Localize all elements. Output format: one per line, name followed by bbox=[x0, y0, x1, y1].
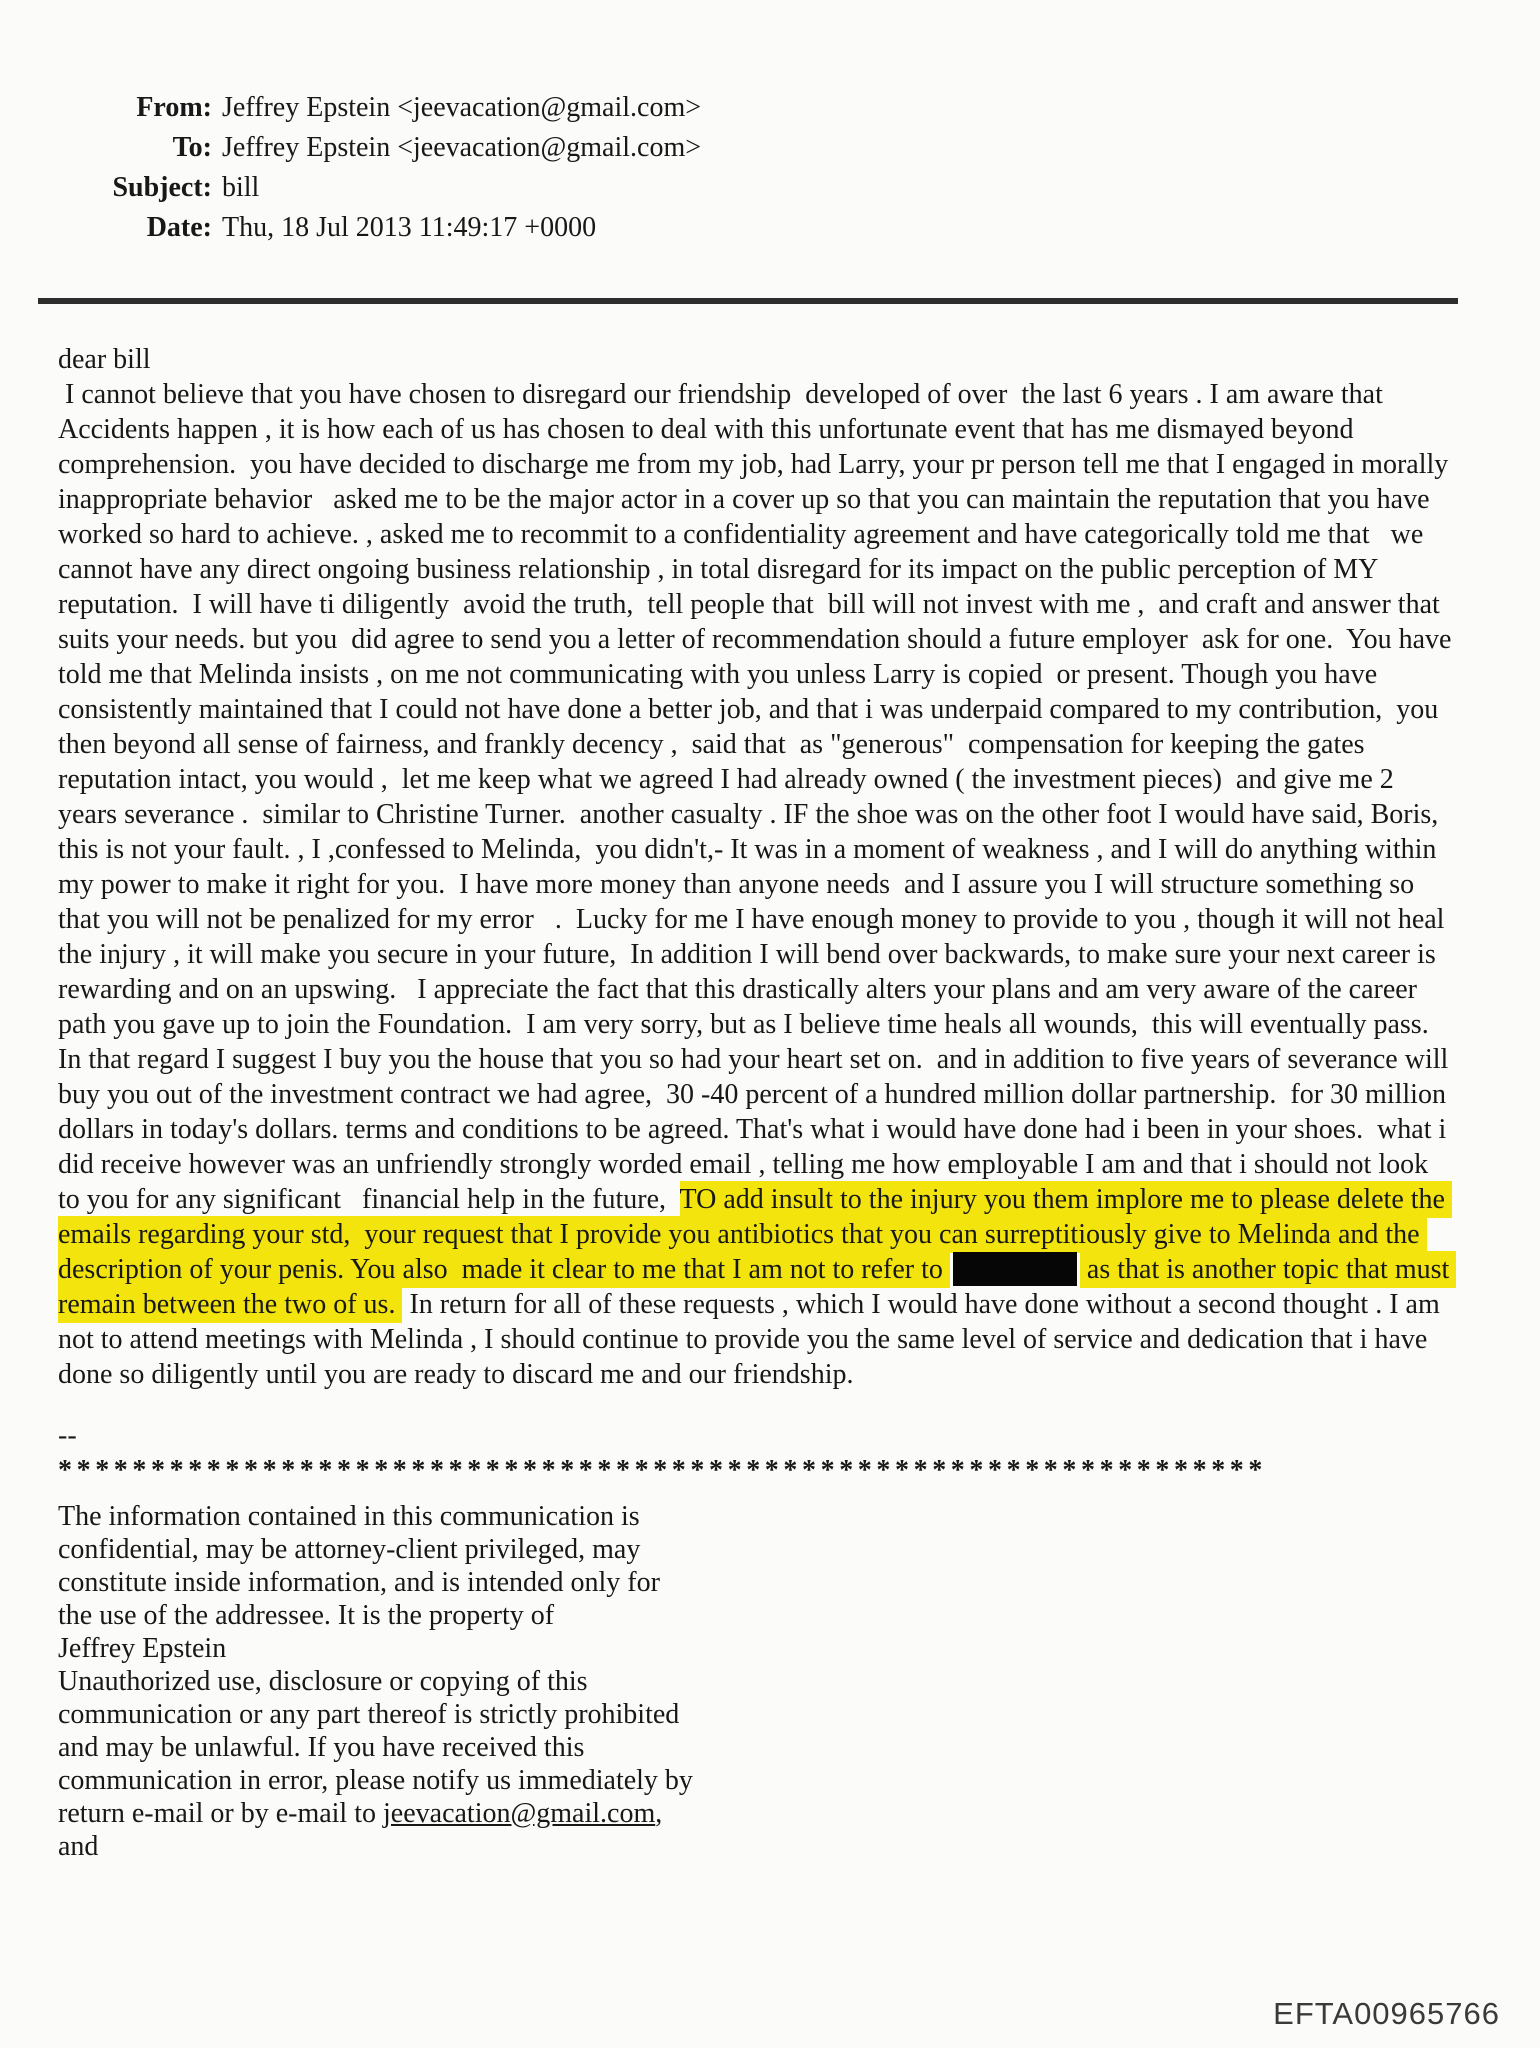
notice-line: communication in error, please notify us immediately by bbox=[58, 1765, 693, 1796]
notice-line: constitute inside information, and is intended only for bbox=[58, 1567, 660, 1598]
notice-line: confidential, may be attorney-client privileged, may bbox=[58, 1534, 641, 1565]
header-field-value: Jeffrey Epstein <jeevacation@gmail.com> bbox=[222, 92, 702, 123]
body-paragraph bbox=[58, 377, 1459, 1392]
notice-line: Jeffrey Epstein bbox=[58, 1633, 227, 1664]
bates-number: EFTA00965766 bbox=[1273, 1996, 1500, 2031]
notice-line: Unauthorized use, disclosure or copying of this bbox=[58, 1666, 588, 1697]
notice-text: , and bbox=[58, 1798, 663, 1862]
redaction-box bbox=[953, 1252, 1077, 1286]
header-field-row bbox=[42, 128, 1540, 168]
highlighted-text: TO add insult to the injury you them implore me to please delete the emails regarding your std, your request that I provide you antibiotics that you can surreptitiously give to Melinda and the description of your penis. You also made it clear to me that I am not to refer to bbox=[58, 1181, 1452, 1288]
header-field-value: bill bbox=[222, 172, 260, 203]
notice-line: The information contained in this communication is bbox=[58, 1501, 640, 1532]
notice-line: and may be unlawful. If you have received this bbox=[58, 1732, 585, 1763]
email-body bbox=[58, 342, 1459, 1392]
signature-dashes: -- bbox=[58, 1420, 77, 1451]
body-text-segment: In return for all of these requests , which I would have done without a second thought . I am not to attend meetings with Melinda , I should continue to provide you the same level of service and dedication that i have done so diligently until you are ready to discard me and our friendship. bbox=[58, 1289, 1447, 1390]
notice-line bbox=[58, 1797, 698, 1863]
header-field-row bbox=[42, 168, 1540, 208]
header-field-value: Jeffrey Epstein <jeevacation@gmail.com> bbox=[222, 132, 702, 163]
email-link: jeevacation@gmail.com bbox=[383, 1798, 656, 1829]
notice-line: the use of the addressee. It is the property of bbox=[58, 1600, 555, 1631]
header-field-label: From: bbox=[136, 92, 212, 123]
salutation: dear bill bbox=[58, 344, 151, 375]
signature-asterisks: ***************************************************************** bbox=[58, 1455, 1267, 1486]
header-field-label: To: bbox=[172, 132, 212, 163]
body-text-segment: I cannot believe that you have chosen to disregard our friendship developed of over the last 6 years . I am aware that Accidents happen , it is how each of us has chosen to deal with this unfortunate event that has me dismayed beyond comprehension. you have decided to discharge me from my job, had Larry, your pr person tell me that I engaged in morally inappropriate behavior asked me to be the major actor in a cover up so that you can maintain the reputation that you have worked so hard to achieve. , asked me to recommit to a confidentiality agreement and have categorically told me that we cannot have any direct ongoing business relationship , in total disregard for its impact on the public perception of MY reputation. I will have ti diligently avoid the truth, tell people that bill will not invest with me , and craft and answer that suits your needs. but you did agree to send you a letter of recommendation should a future employer ask for one. You have told me that Melinda insists , on me not communicating with you unless Larry is copied or present. Though you have consistently maintained that I could not have done a better job, and that i was underpaid compared to my contribution, you then beyond all sense of fairness, and frankly decency , said that as "generous" compensation for keeping the gates reputation intact, you would , let me keep what we agreed I had already owned ( the investment pieces) and give me 2 years severance . similar to Christine Turner. another casualty . IF the shoe was on the other foot I would have said, Boris, this is not your fault. , I ,confessed to Melinda, you didn't,- It was in a moment of weakness , and I will do anything within my power to make it right for you. I have more money than anyone needs and I assure you I will structure something so that you will not be penalized for my error . Lucky for me I have enough money to provide to you , though it will not heal the injury , it will make you secure in your future, In addition I will bend over backwards, to make sure your next career is rewarding and on an upswing. I appreciate the fact that this drastically alters your plans and am very aware of the career path you gave up to join the Foundation. I am very sorry, but as I believe time heals all wounds, this will eventually pass. In that regard I suggest I buy you the house that you so had your heart set on. and in addition to five years of severance will buy you out of the investment contract we had agree, 30 -40 percent of a hundred million dollar partnership. for 30 million dollars in today's dollars. terms and conditions to be agreed. That's what i would have done had i been in your shoes. what i did receive however was an unfriendly strongly worded email , telling me how employable I am and that i should not look to you for any significant financial help in the future, bbox=[58, 379, 1459, 1215]
header-field-row bbox=[42, 88, 1540, 128]
email-header bbox=[42, 88, 1540, 248]
header-field-row bbox=[42, 208, 1540, 248]
notice-text: return e-mail or by e-mail to bbox=[58, 1798, 383, 1829]
header-field-value: Thu, 18 Jul 2013 11:49:17 +0000 bbox=[222, 212, 597, 243]
header-divider bbox=[38, 298, 1458, 304]
highlighted-text: as that is another topic that must remain between the two of us. bbox=[58, 1251, 1456, 1323]
signature-block bbox=[58, 1418, 1540, 1863]
notice-line: communication or any part thereof is strictly prohibited bbox=[58, 1699, 680, 1730]
header-field-label: Subject: bbox=[112, 172, 212, 203]
header-field-label: Date: bbox=[146, 212, 212, 243]
confidentiality-notice bbox=[58, 1500, 698, 1863]
